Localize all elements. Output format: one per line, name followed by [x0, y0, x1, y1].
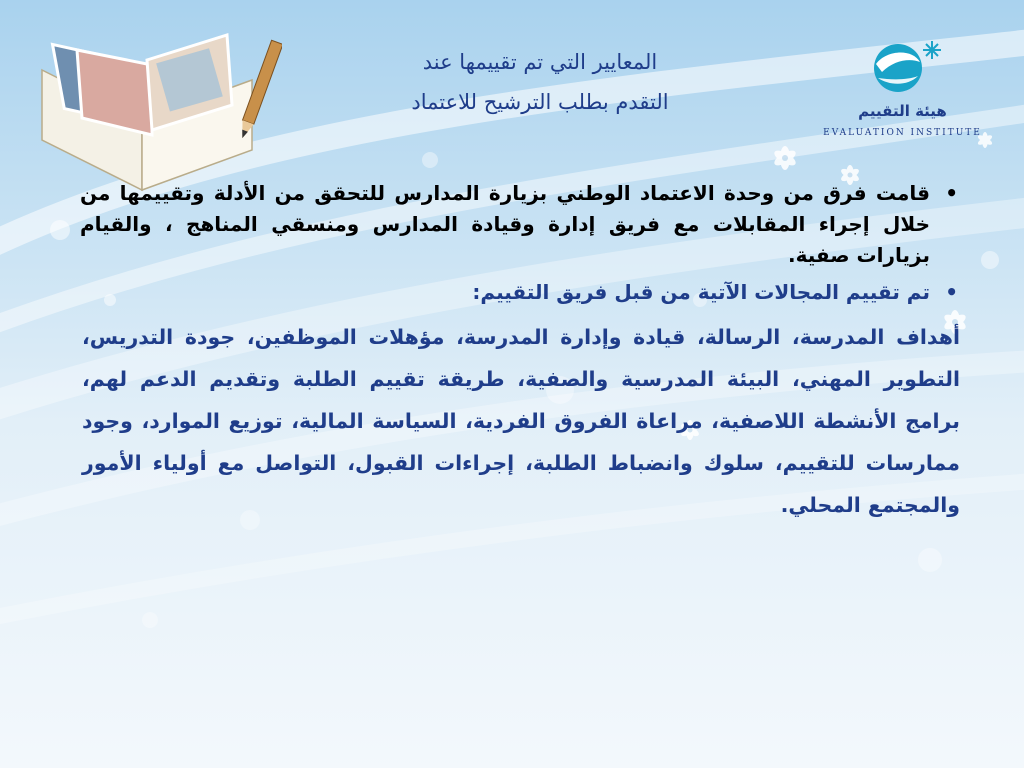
- bullet-icon: •: [945, 181, 958, 205]
- bullet-item-areas: [80, 277, 960, 308]
- evaluation-institute-logo: [820, 28, 985, 148]
- title-line-1: المعايير التي تم تقييمها عند: [422, 50, 658, 74]
- open-book-pencil-icon: [22, 10, 282, 195]
- bullet-text: قامت فرق من وحدة الاعتماد الوطني بزيارة المدارس للتحقق من الأدلة وتقييمها من خلال إجراء المقابلات مع فريق إدارة وقيادة المدارس ومنسقي المناهج ، والقيام بزيارات صفية.: [80, 181, 930, 267]
- logo-name-arabic: هيئة التقييم: [858, 102, 947, 120]
- slide-body: [80, 178, 960, 526]
- dolphin-star-logo-icon: [820, 28, 985, 100]
- logo-name-english: EVALUATION INSTITUTE: [823, 128, 982, 138]
- areas-paragraph: أهداف المدرسة، الرسالة، قيادة وإدارة المدرسة، مؤهلات الموظفين، جودة التدريس، التطوير المهني، البيئة المدرسية والصفية، طريقة تقييم الطلبة وتقديم الدعم لهم، برامج الأنشطة اللاصفية، مراعاة الفروق الفردية، السياسة المالية، توزيع الموارد، وجود ممارسات للتقييم، سلوك وانضباط الطلبة، إجراءات القبول، التواصل مع أولياء الأمور والمجتمع المحلي.: [82, 325, 960, 517]
- slide-title: [300, 42, 780, 122]
- bullet-icon: •: [945, 280, 958, 304]
- bullet-text: تم تقييم المجالات الآتية من قبل فريق التقييم:: [472, 280, 930, 304]
- bullet-item-visits: [80, 178, 960, 271]
- title-line-2: التقدم بطلب الترشيح للاعتماد: [411, 90, 669, 114]
